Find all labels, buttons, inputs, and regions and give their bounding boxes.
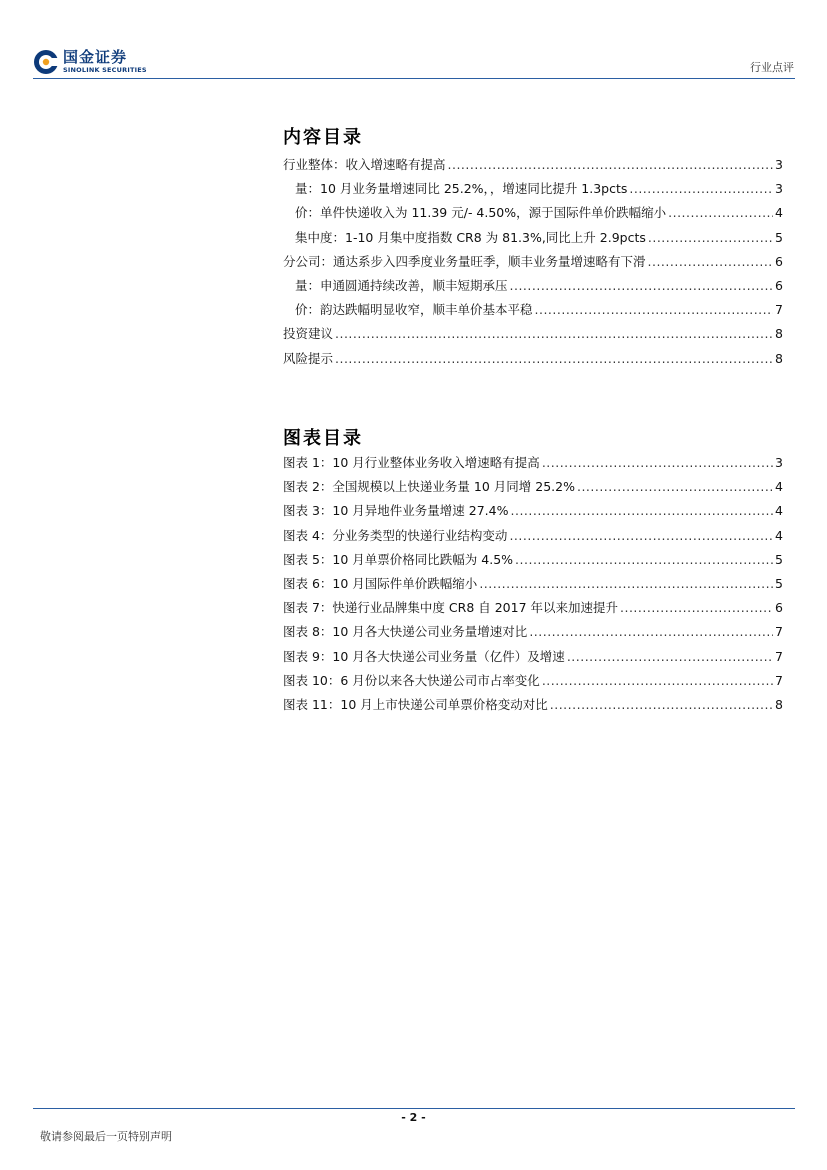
leader-dots xyxy=(567,649,773,664)
figure-entry-page: 4 xyxy=(775,527,783,543)
toc-entry-text: 集中度：1-10 月集中度指数 CR8 为 81.3%,同比上升 2.9pcts xyxy=(295,229,646,245)
toc-entry[interactable] xyxy=(283,349,783,373)
toc-entry[interactable] xyxy=(283,203,783,227)
toc-entry-text: 投资建议 xyxy=(283,326,334,342)
toc-entry[interactable] xyxy=(283,300,783,324)
figure-entry[interactable] xyxy=(283,453,783,477)
leader-dots xyxy=(648,254,774,269)
leader-dots xyxy=(648,230,773,245)
toc-entry[interactable] xyxy=(283,179,783,203)
toc-entry[interactable] xyxy=(283,324,783,348)
figure-entry-page: 7 xyxy=(775,648,783,664)
toc-entry-text: 价：单件快递收入为 11.39 元/- 4.50%，源于国际件单价跌幅缩小 xyxy=(295,205,667,221)
footer-divider xyxy=(33,1108,795,1109)
figure-entry[interactable] xyxy=(283,501,783,525)
leader-dots xyxy=(335,326,773,341)
figures-list xyxy=(283,453,783,719)
report-type-tag: 行业点评 xyxy=(750,61,794,74)
toc-entry-page: 5 xyxy=(775,229,783,245)
figure-entry-page: 3 xyxy=(775,455,783,470)
figure-entry-text: 图表 2：全国规模以上快递业务量 10 月同增 25.2% xyxy=(283,479,575,495)
figure-entry-text: 图表 4：分业务类型的快递行业结构变动 xyxy=(283,527,508,543)
figure-entry[interactable] xyxy=(283,550,783,574)
figure-entry-text: 图表 11：10 月上市快递公司单票价格变动对比 xyxy=(283,696,548,712)
figure-entry-text: 图表 8：10 月各大快递公司业务量增速对比 xyxy=(283,624,528,640)
leader-dots xyxy=(629,181,773,196)
toc-entry-page: 7 xyxy=(775,302,783,318)
toc-entry-page: 4 xyxy=(775,205,783,221)
figure-entry[interactable] xyxy=(283,526,783,550)
toc-entry[interactable] xyxy=(283,228,783,252)
toc-entry-text: 风险提示 xyxy=(283,350,334,366)
leader-dots xyxy=(542,455,773,470)
figure-entry[interactable] xyxy=(283,671,783,695)
toc-entry-page: 3 xyxy=(775,181,783,197)
toc-entry-page: 6 xyxy=(775,253,783,269)
figure-entry[interactable] xyxy=(283,647,783,671)
figure-entry-page: 7 xyxy=(775,624,783,640)
leader-dots xyxy=(515,552,773,567)
figures-title: 图表目录 xyxy=(283,428,363,449)
figure-entry-page: 4 xyxy=(775,479,783,495)
figure-entry-text: 图表 5：10 月单票价格同比跌幅为 4.5% xyxy=(283,551,514,567)
logo-chinese-name: 国金证券 xyxy=(63,48,128,67)
figure-entry-page: 7 xyxy=(775,672,783,688)
figure-entry[interactable] xyxy=(283,574,783,598)
leader-dots xyxy=(550,697,773,712)
toc-entry[interactable] xyxy=(283,252,783,276)
toc-entry[interactable] xyxy=(283,155,783,179)
figure-entry-page: 6 xyxy=(775,600,783,616)
figure-entry-page: 4 xyxy=(775,503,783,519)
leader-dots xyxy=(620,600,773,615)
toc-entry[interactable] xyxy=(283,276,783,300)
toc-entry-page: 8 xyxy=(775,350,783,366)
contents-title: 内容目录 xyxy=(283,127,363,148)
figure-entry[interactable] xyxy=(283,622,783,646)
leader-dots xyxy=(668,205,773,220)
figure-entry-text: 图表 6：10 月国际件单价跌幅缩小 xyxy=(283,575,478,591)
toc-entry-text: 量：10 月业务量增速同比 25.2%，，增速同比提升 1.3pcts xyxy=(295,181,628,197)
figure-entry[interactable] xyxy=(283,695,783,719)
leader-dots xyxy=(542,673,773,688)
leader-dots xyxy=(535,302,774,317)
figure-entry-text: 图表 10：6 月份以来各大快递公司市占率变化 xyxy=(283,672,540,688)
header-divider xyxy=(33,78,795,79)
toc-entry-text: 行业整体：收入增速略有提高 xyxy=(283,157,446,172)
company-logo xyxy=(33,46,147,78)
leader-dots xyxy=(529,624,773,639)
figure-entry-text: 图表 7：快递行业品牌集中度 CR8 自 2017 年以来加速提升 xyxy=(283,600,618,616)
contents-list xyxy=(283,155,783,373)
page-number: - 2 - xyxy=(401,1111,426,1124)
toc-entry-page: 6 xyxy=(775,277,783,293)
figure-entry-page: 5 xyxy=(775,575,783,591)
leader-dots xyxy=(335,351,773,366)
figure-entry-text: 图表 9：10 月各大快递公司业务量（亿件）及增速 xyxy=(283,648,565,664)
toc-entry-page: 8 xyxy=(775,326,783,342)
toc-entry-text: 价：韵达跌幅明显收窄，顺丰单价基本平稳 xyxy=(295,302,533,318)
sinolink-logo-icon xyxy=(33,49,59,75)
toc-entry-page: 3 xyxy=(775,157,783,172)
figure-entry[interactable] xyxy=(283,477,783,501)
toc-entry-text: 量：申通圆通持续改善，顺丰短期承压 xyxy=(295,277,508,293)
footer-disclaimer: 敬请参阅最后一页特别声明 xyxy=(40,1130,172,1143)
leader-dots xyxy=(448,157,774,172)
figure-entry-text: 图表 3：10 月异地件业务量增速 27.4% xyxy=(283,503,509,519)
leader-dots xyxy=(509,528,773,543)
figure-entry-text: 图表 1：10 月行业整体业务收入增速略有提高 xyxy=(283,455,540,470)
logo-english-name: SINOLINK SECURITIES xyxy=(63,66,147,75)
toc-entry-text: 分公司：通达系步入四季度业务量旺季，顺丰业务量增速略有下滑 xyxy=(283,253,646,269)
leader-dots xyxy=(511,503,774,518)
figure-entry-page: 8 xyxy=(775,696,783,712)
leader-dots xyxy=(510,278,774,293)
leader-dots xyxy=(479,576,773,591)
figure-entry[interactable] xyxy=(283,598,783,622)
leader-dots xyxy=(577,479,773,494)
figure-entry-page: 5 xyxy=(775,551,783,567)
